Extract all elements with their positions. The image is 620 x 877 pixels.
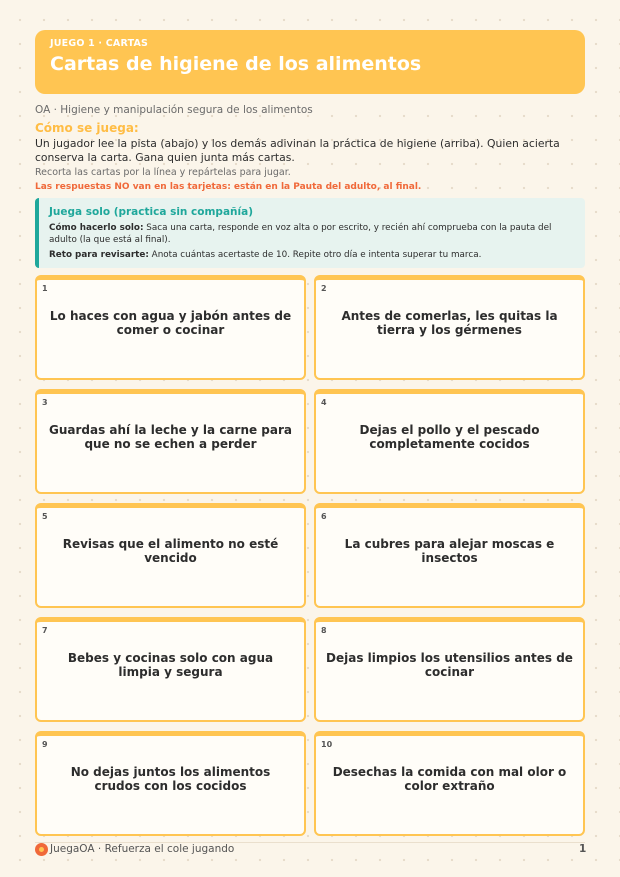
how-to-play-text: Un jugador lee la pista (abajo) y los demás adivinan la práctica de higiene (arriba). Quien acierta conserva la carta. Gana quien junta más cartas. bbox=[35, 137, 560, 164]
card-clue: Lo haces con agua y jabón antes de comer o cocinar bbox=[49, 309, 292, 337]
card-9 bbox=[35, 731, 306, 836]
card-number: 10 bbox=[321, 740, 333, 749]
solo-how-text: Saca una carta, responde en voz alta o por escrito, y recién ahí comprueba con la pauta del adulto (la que está al final). bbox=[49, 223, 552, 245]
answers-warning: Las respuestas NO van en las tarjetas: están en la Pauta del adulto, al final. bbox=[35, 182, 422, 192]
card-number: 7 bbox=[42, 626, 48, 635]
solo-challenge-label: Reto para revisarte: bbox=[49, 250, 149, 260]
card-number: 3 bbox=[42, 398, 48, 407]
card-2 bbox=[314, 275, 585, 380]
card-number: 9 bbox=[42, 740, 48, 749]
solo-play-box bbox=[35, 198, 585, 268]
card-clue: No dejas juntos los alimentos crudos con los cocidos bbox=[70, 765, 271, 793]
card-number: 4 bbox=[321, 398, 327, 407]
page-title: Cartas de higiene de los alimentos bbox=[50, 53, 422, 75]
card-8 bbox=[314, 617, 585, 722]
solo-challenge-text: Anota cuántas acertaste de 10. Repite otro día e intenta superar tu marca. bbox=[148, 250, 482, 260]
card-clue: Guardas ahí la leche y la carne para que no se echen a perder bbox=[48, 423, 293, 451]
card-clue: Dejas limpios los utensilios antes de cocinar bbox=[326, 651, 573, 679]
card-3 bbox=[35, 389, 306, 494]
learning-objective: OA · Higiene y manipulación segura de los alimentos bbox=[35, 104, 313, 116]
brand-logo-icon bbox=[35, 843, 48, 856]
card-number: 1 bbox=[42, 284, 48, 293]
solo-how-label: Cómo hacerlo solo: bbox=[49, 223, 144, 233]
card-number: 6 bbox=[321, 512, 327, 521]
card-clue: Dejas el pollo y el pescado completamente cocidos bbox=[359, 423, 540, 451]
card-5 bbox=[35, 503, 306, 608]
cut-note: Recorta las cartas por la línea y repártelas para jugar. bbox=[35, 167, 291, 178]
card-clue: La cubres para alejar moscas e insectos bbox=[344, 537, 555, 565]
card-7 bbox=[35, 617, 306, 722]
footer-brand: JuegaOA · Refuerza el cole jugando bbox=[50, 843, 235, 855]
how-to-play-heading: Cómo se juega: bbox=[35, 121, 139, 135]
title-banner bbox=[35, 30, 585, 94]
card-clue: Revisas que el alimento no esté vencido bbox=[62, 537, 279, 565]
card-10 bbox=[314, 731, 585, 836]
solo-how bbox=[49, 222, 575, 246]
card-number: 2 bbox=[321, 284, 327, 293]
solo-title: Juega solo (practica sin compañía) bbox=[49, 206, 253, 218]
game-kicker: JUEGO 1 · CARTAS bbox=[50, 38, 149, 49]
card-number: 5 bbox=[42, 512, 48, 521]
card-clue: Antes de comerlas, les quitas la tierra y los gérmenes bbox=[341, 309, 558, 337]
card-1 bbox=[35, 275, 306, 380]
card-clue: Desechas la comida con mal olor o color extraño bbox=[332, 765, 567, 793]
card-4 bbox=[314, 389, 585, 494]
solo-challenge bbox=[49, 249, 575, 261]
card-number: 8 bbox=[321, 626, 327, 635]
card-clue: Bebes y cocinas solo con agua limpia y segura bbox=[67, 651, 274, 679]
card-6 bbox=[314, 503, 585, 608]
page-number: 1 bbox=[579, 843, 587, 855]
